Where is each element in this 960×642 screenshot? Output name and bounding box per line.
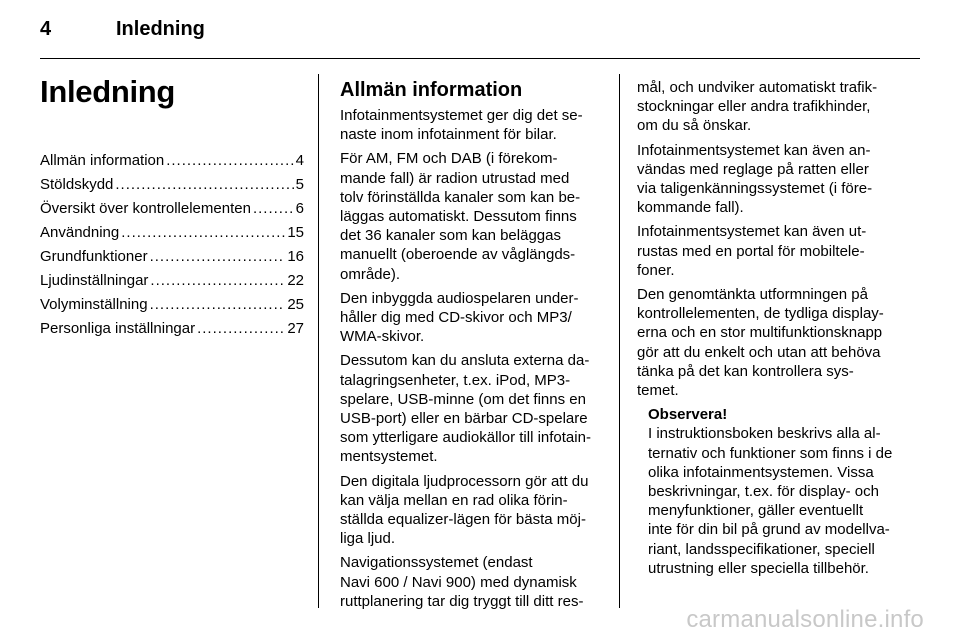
toc-entry-page: 6	[295, 200, 304, 217]
chapter-title: Inledning	[40, 74, 176, 109]
note-line: menyfunktioner, gäller eventuellt	[648, 502, 864, 520]
text-line: talagringsenheter, t.ex. iPod, MP3-	[340, 371, 571, 389]
watermark: carmanualsonline.info	[686, 606, 924, 633]
toc-entry[interactable]	[40, 149, 304, 173]
header-rule	[40, 58, 920, 59]
note-line: I instruktionsboken beskrivs alla al-	[648, 425, 881, 443]
toc-entry-page: 5	[295, 176, 304, 193]
text-line: Infotainmentsystemet kan även ut-	[637, 223, 867, 241]
toc-entry-title: Användning	[40, 224, 120, 241]
text-line: det 36 kanaler som kan beläggas	[340, 227, 561, 245]
text-line: kan välja mellan en rad olika förin-	[340, 491, 568, 509]
toc-leader-dots	[115, 173, 293, 197]
text-line: vändas med reglage på ratten eller	[637, 160, 869, 178]
column-3-body	[637, 78, 905, 400]
text-line: mande fall) är radion utrustad med	[340, 169, 570, 187]
text-line: Den inbyggda audiospelaren under-	[340, 289, 579, 307]
text-line: ruttplanering tar dig tryggt till ditt res-	[340, 592, 584, 610]
paragraph	[340, 472, 605, 549]
text-line: om du så önskar.	[637, 117, 752, 135]
column-divider-1	[318, 74, 319, 608]
text-line: spelare, USB-minne (om det finns en	[340, 390, 586, 408]
toc-entry[interactable]	[40, 173, 304, 197]
toc-entry-title: Allmän information	[40, 152, 165, 169]
note-line: beskrivningar, t.ex. för display- och	[648, 483, 879, 501]
text-line: tänka på det kan kontrollera sys-	[637, 362, 854, 380]
text-line: temet.	[637, 382, 679, 400]
text-line: erna och en stor multifunktionsknapp	[637, 324, 883, 342]
toc-column	[40, 72, 304, 341]
text-line: mentsystemet.	[340, 448, 438, 466]
note-line: ternativ och funktioner som finns i de	[648, 444, 893, 462]
text-line: rustas med en portal för mobiltele-	[637, 242, 865, 260]
note-box	[648, 405, 905, 578]
text-line: manuellt (oberoende av våglängds-	[340, 246, 576, 264]
toc-leader-dots	[166, 149, 293, 173]
text-line: WMA-skivor.	[340, 328, 425, 346]
text-line: som ytterligare audiokällor till infotain-	[340, 429, 591, 447]
section-heading: Allmän information	[340, 79, 523, 101]
text-line: Den genomtänkta utformningen på	[637, 286, 868, 304]
note-line: riant, landsspecifikationer, speciell	[648, 540, 875, 558]
text-line: kontrollelementen, de tydliga display-	[637, 305, 884, 323]
toc-entry-page: 4	[295, 152, 304, 169]
toc-entry-page: 27	[287, 320, 304, 337]
toc-entry[interactable]	[40, 221, 304, 245]
text-column-2	[340, 78, 605, 616]
text-line: håller dig med CD-skivor och MP3/	[340, 309, 572, 327]
toc-entry-title: Stöldskydd	[40, 176, 114, 193]
toc-entry-title: Grundfunktioner	[40, 248, 148, 265]
note-title: Observera!	[648, 406, 728, 424]
toc-entry-title: Volyminställning	[40, 296, 148, 313]
toc-entry-title: Personliga inställningar	[40, 320, 196, 337]
text-line: ställda equalizer-lägen för bästa möj-	[340, 511, 586, 529]
paragraph	[340, 106, 605, 144]
toc-entry[interactable]	[40, 245, 304, 269]
toc-leader-dots	[150, 245, 286, 269]
text-line: läggas automatiskt. Dessutom finns	[340, 208, 577, 226]
text-line: Infotainmentsystemet kan även an-	[637, 141, 871, 159]
text-line: kommande fall).	[637, 199, 744, 217]
text-line: område).	[340, 265, 401, 283]
toc-entry[interactable]	[40, 317, 304, 341]
toc-entry[interactable]	[40, 269, 304, 293]
text-line: via taligenkänningssystemet (i före-	[637, 180, 873, 198]
paragraph	[340, 553, 605, 611]
paragraph	[340, 289, 605, 347]
text-line: gör att du enkelt och utan att behöva	[637, 343, 881, 361]
column-2-body	[340, 106, 605, 611]
text-line: Navi 600 / Navi 900) med dynamisk	[340, 573, 577, 591]
paragraph	[637, 285, 905, 400]
text-line: liga ljud.	[340, 530, 396, 548]
paragraph	[340, 351, 605, 466]
text-line: mål, och undviker automatiskt trafik-	[637, 79, 878, 96]
note-line: utrustning eller speciella tillbehör.	[648, 559, 869, 577]
text-line: naste inom infotainment för bilar.	[340, 126, 557, 144]
paragraph	[340, 149, 605, 283]
toc-leader-dots	[121, 221, 285, 245]
toc-leader-dots	[150, 293, 286, 317]
text-line: Den digitala ljudprocessorn gör att du	[340, 472, 589, 490]
column-divider-2	[619, 74, 620, 608]
toc-leader-dots	[150, 269, 285, 293]
text-line: USB-port) eller en bärbar CD-spelare	[340, 410, 588, 428]
toc-entry[interactable]	[40, 293, 304, 317]
page-number: 4	[40, 18, 52, 40]
text-line: foner.	[637, 261, 675, 279]
toc-entry-title: Ljudinställningar	[40, 272, 149, 289]
toc-entry[interactable]	[40, 197, 304, 221]
text-line: För AM, FM och DAB (i förekom-	[340, 150, 558, 168]
text-column-3	[637, 78, 905, 578]
page-header	[40, 18, 920, 48]
paragraph	[637, 222, 905, 280]
text-line: tolv förinställda kanaler som kan be-	[340, 188, 581, 206]
table-of-contents	[40, 149, 304, 341]
text-line: stockningar eller andra trafikhinder,	[637, 98, 871, 116]
toc-entry-page: 25	[287, 296, 304, 313]
paragraph	[637, 141, 905, 218]
toc-entry-page: 16	[287, 248, 304, 265]
note-line: olika infotainmentsystemen. Vissa	[648, 463, 874, 481]
note-text	[648, 424, 905, 578]
toc-entry-title: Översikt över kontrollelementen	[40, 200, 251, 217]
toc-entry-page: 22	[287, 272, 304, 289]
note-line: inte för din bil på grund av modellva-	[648, 521, 890, 539]
toc-leader-dots	[197, 317, 285, 341]
toc-entry-page: 15	[287, 224, 304, 241]
toc-leader-dots	[253, 197, 294, 221]
paragraph	[637, 78, 905, 136]
running-header-title: Inledning	[116, 18, 205, 40]
text-line: Navigationssystemet (endast	[340, 554, 533, 572]
text-line: Dessutom kan du ansluta externa da-	[340, 352, 590, 370]
text-line: Infotainmentsystemet ger dig det se-	[340, 107, 583, 124]
